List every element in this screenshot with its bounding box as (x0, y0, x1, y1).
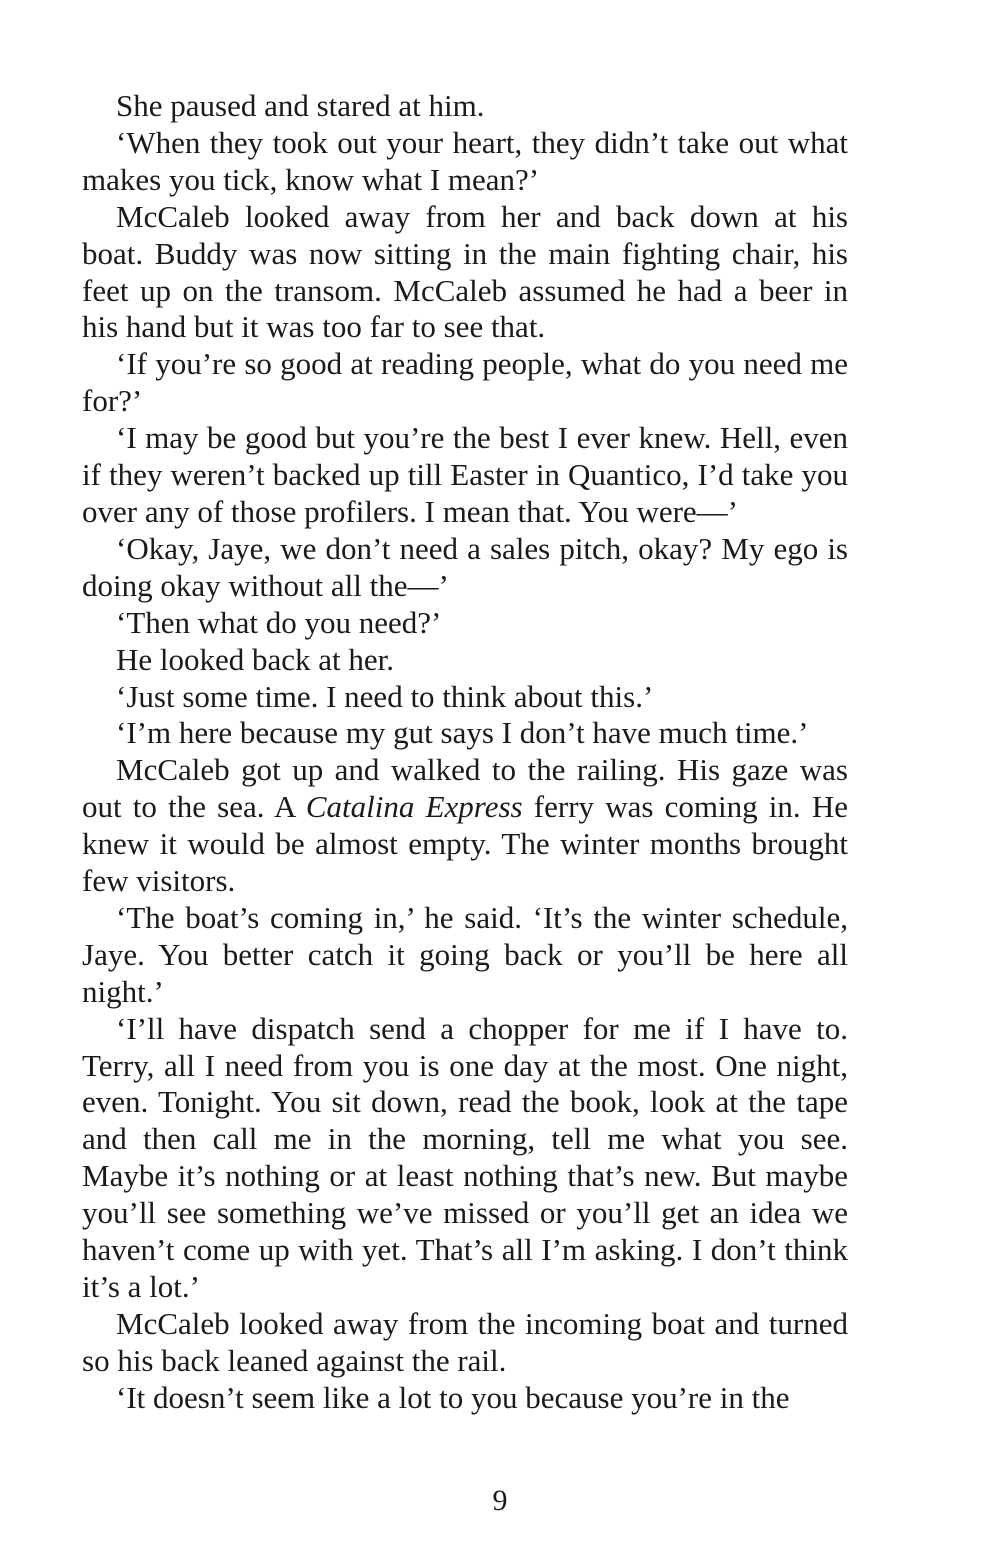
paragraph: ‘The boat’s coming in,’ he said. ‘It’s the winter schedule, Jaye. You better catch it going back or you’ll be here all night.’ (82, 899, 848, 1009)
page-body (82, 88, 848, 1417)
paragraph: ‘If you’re so good at reading people, what do you need me for?’ (82, 346, 848, 419)
paragraph: ‘It doesn’t seem like a lot to you because you’re in the (116, 1379, 790, 1415)
ferry-name-italic: Catalina Express (305, 789, 523, 825)
paragraph: ‘When they took out your heart, they didn’t take out what makes you tick, know what I mean?’ (82, 124, 848, 197)
paragraph: McCaleb looked away from the incoming boat and turned so his back leaned against the rail. (82, 1305, 848, 1378)
paragraph: She paused and stared at him. (116, 88, 485, 123)
paragraph: He looked back at her. (116, 641, 395, 677)
paragraph: ‘Then what do you need?’ (116, 604, 442, 640)
page-number: 9 (492, 1484, 508, 1517)
paragraph: ‘I may be good but you’re the best I ever knew. Hell, even if they weren’t backed up till Easter in Quantico, I’d take you over any of those profilers. I mean that. You were—’ (82, 420, 848, 529)
paragraph: McCaleb looked away from her and back down at his boat. Buddy was now sitting in the main fighting chair, his feet up on the transom. McCaleb assumed he had a beer in his hand but it was too far to see that. (82, 198, 848, 345)
paragraph: ‘I’m here because my gut says I don’t have much time.’ (116, 715, 809, 751)
paragraph (82, 752, 848, 900)
paragraph: ‘I’ll have dispatch send a chopper for me if I have to. Terry, all I need from you is one day at the most. One night, even. Tonight. You sit down, read the book, look at the tape and then call me in the morning, tell me what you see. Maybe it’s nothing or at least nothing that’s new. But maybe you’ll see something we’ve missed or you’ll get an idea we haven’t come up with yet. That’s all I’m asking. I don’t think it’s a lot.’ (82, 1010, 848, 1304)
paragraph-text: ferry was coming in. He knew it would be almost empty. The winter months brought few visitors. (82, 789, 849, 899)
paragraph: ‘Just some time. I need to think about this.’ (116, 678, 654, 714)
paragraph: ‘Okay, Jaye, we don’t need a sales pitch, okay? My ego is doing okay without all the—’ (82, 530, 848, 603)
paragraph-text: McCaleb got up and walked to the railing. His gaze was out to the sea. A (82, 752, 848, 825)
